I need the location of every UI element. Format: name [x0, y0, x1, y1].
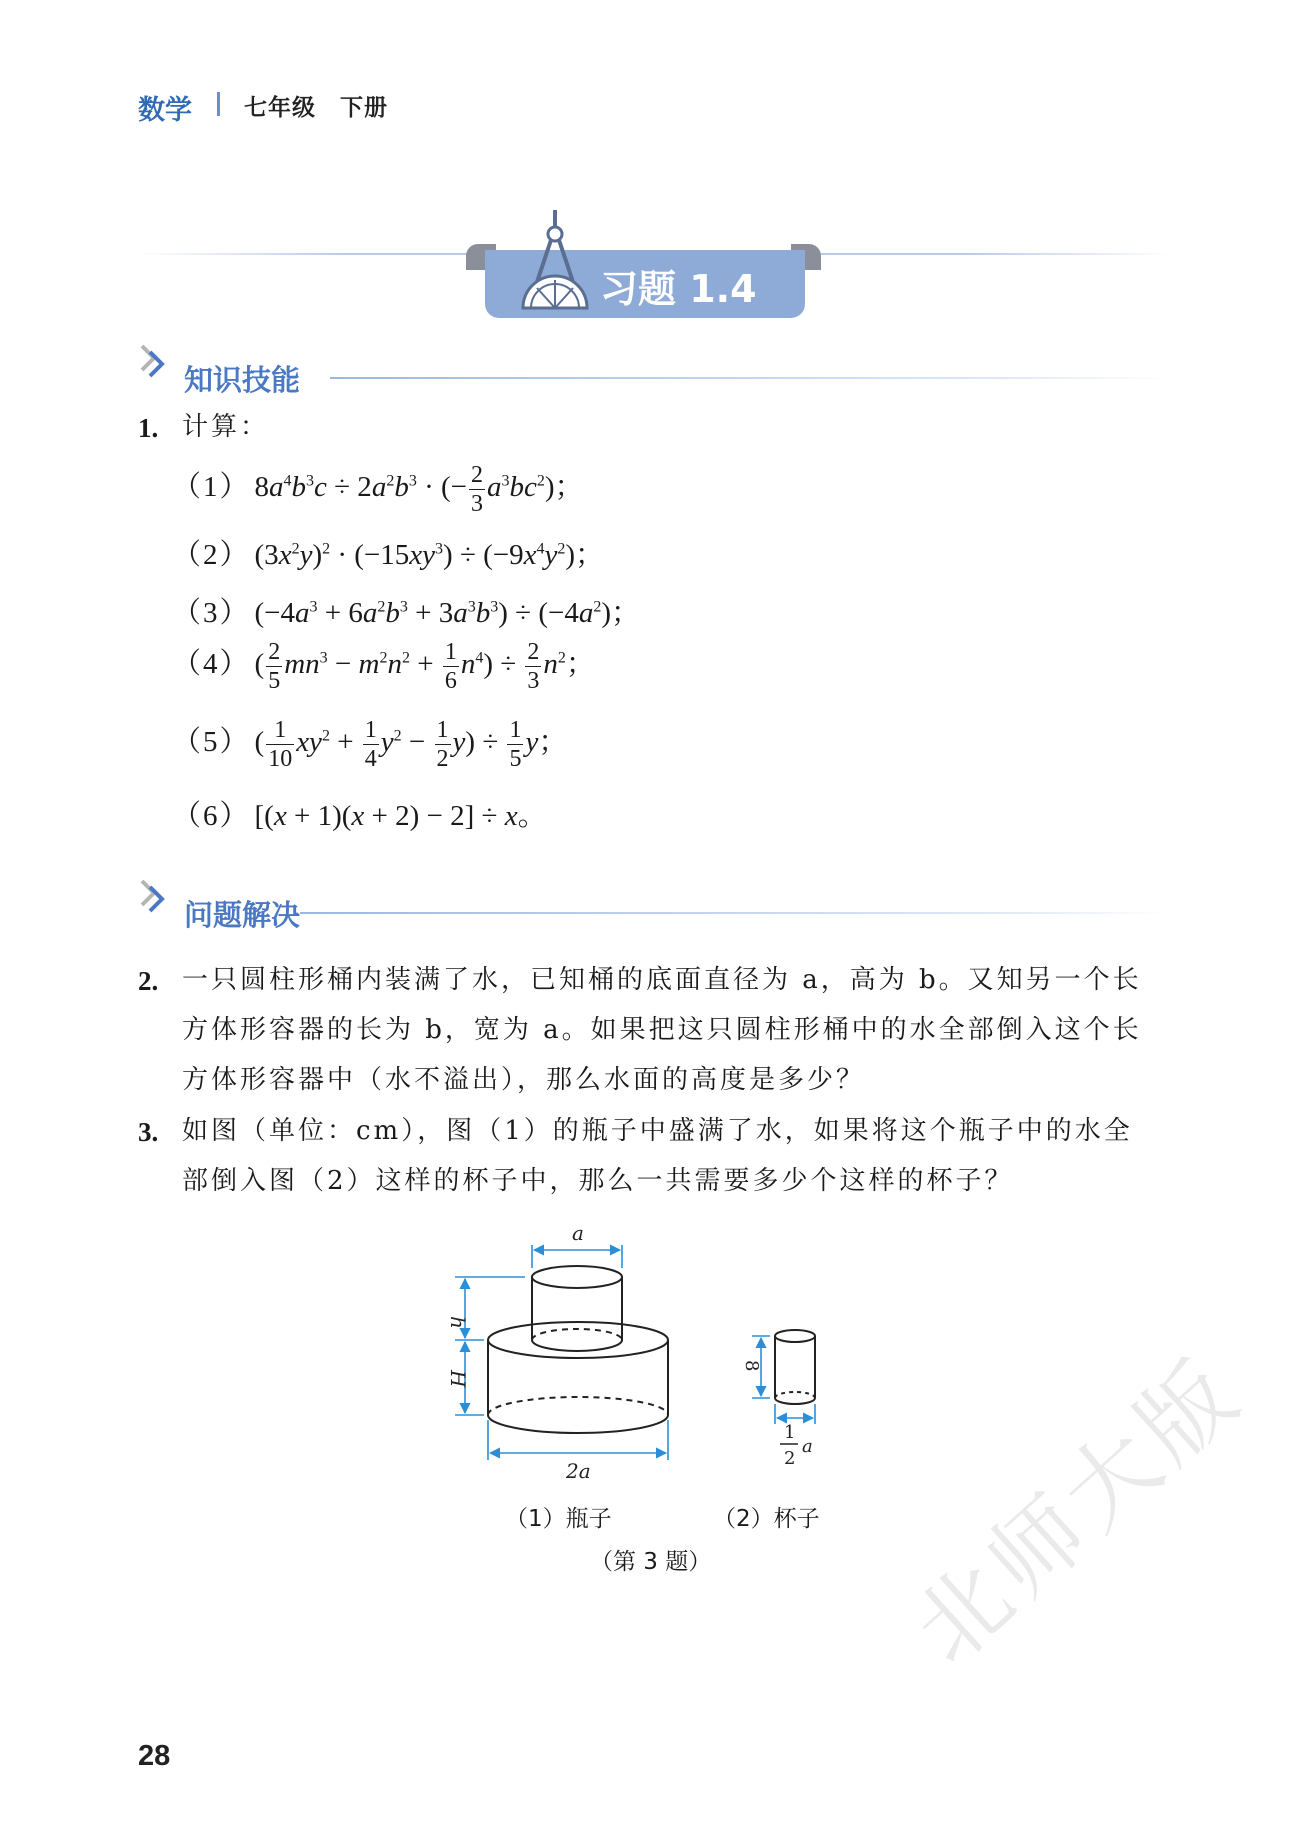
page-number: 28 [138, 1740, 171, 1772]
caption-cup: （2）杯子 [713, 1506, 820, 1532]
label-h: h [446, 1316, 470, 1329]
q1-item-4: （4） ( $\frac{2}{5}$ $mn^3 - m^2n^2$ + $\frac{1}{6}$ $n^4$) ÷ $\frac{2}{3}$ $n^2$； [172, 639, 595, 694]
q1-item-1: （1） $8a^4b^3c \div 2a^2b^3$ · (− $\frac{2}{3}$ $a^3bc^2$)； [172, 462, 584, 517]
section-title-problems: 问题解决 [184, 898, 301, 932]
label-H: H [446, 1370, 470, 1388]
label-half-num: 1 [784, 1422, 796, 1443]
q1-item-label: （1） [172, 471, 251, 504]
q1-item-label: （6） [172, 800, 251, 832]
chevron-right-icon [138, 877, 168, 913]
q1-item-label: （4） [172, 648, 251, 681]
header-subject: 数学 [138, 95, 192, 126]
question-number-3: 3. [138, 1117, 159, 1147]
question-1-stem: 计算： [182, 412, 270, 442]
section-rule-skills [330, 377, 1170, 379]
section-title-skills: 知识技能 [184, 363, 301, 397]
q1-item-label: （5） [172, 726, 251, 759]
header-separator [217, 92, 220, 116]
q1-item-6: （6） [(x + 1)(x + 2) − 2] ÷ x。 [172, 800, 547, 832]
label-half-den: 2 [784, 1448, 796, 1469]
banner-title: 习题 1.4 [600, 267, 757, 311]
question-2-line: 方体形容器的长为 b，宽为 a。如果把这只圆柱形桶中的水全部倒入这个长 [182, 1015, 1142, 1045]
section-rule-problems [300, 912, 1170, 914]
question-2-line: 方体形容器中（水不溢出），那么水面的高度是多少？ [182, 1065, 866, 1095]
q1-item-label: （2） [172, 539, 251, 571]
question-number-2: 2. [138, 966, 159, 996]
figure-title: （第 3 题） [590, 1549, 712, 1575]
label-a: a [572, 1221, 584, 1245]
label-8: 8 [741, 1360, 762, 1372]
q1-item-5: （5） ( $\frac{1}{10}$ $xy^2$ + $\frac{1}{4}$ $y^2$ − $\frac{1}{2}$ y) ÷ $\frac{1}{5}$ y； [172, 717, 568, 772]
question-number-1: 1. [138, 413, 159, 443]
question-3-line: 部倒入图（2）这样的杯子中，那么一共需要多少个这样的杯子？ [182, 1166, 1014, 1196]
caption-bottle: （1）瓶子 [505, 1506, 612, 1532]
figure-bottle-and-cup [420, 1220, 860, 1490]
watermark: 北师大版 [893, 1337, 1263, 1685]
question-3-text [182, 1106, 1182, 1206]
question-3-line: 如图（单位：cm），图（1）的瓶子中盛满了水，如果将这个瓶子中的水全 [182, 1116, 1133, 1146]
chevron-right-icon [138, 342, 168, 378]
header-grade: 七年级 下册 [244, 95, 388, 121]
bottle [488, 1266, 668, 1433]
compass-protractor-icon [515, 210, 595, 318]
cup [775, 1330, 815, 1404]
label-2a: 2a [566, 1459, 591, 1483]
question-2-line: 一只圆柱形桶内装满了水，已知桶的底面直径为 a，高为 b。又知另一个长 [182, 965, 1142, 995]
label-half-var: a [802, 1436, 813, 1457]
q1-item-label: （3） [172, 597, 251, 629]
question-2-text [182, 955, 1182, 1105]
q1-item-2: （2） $(3x^2y)^2 \cdot (-15xy^3) \div (-9x^4y^2)$； [172, 539, 605, 571]
banner [140, 200, 1170, 320]
q1-item-3: （3） $(-4a^3 + 6a^2b^3 + 3a^3b^3) \div (-4a^2)$； [172, 597, 641, 629]
